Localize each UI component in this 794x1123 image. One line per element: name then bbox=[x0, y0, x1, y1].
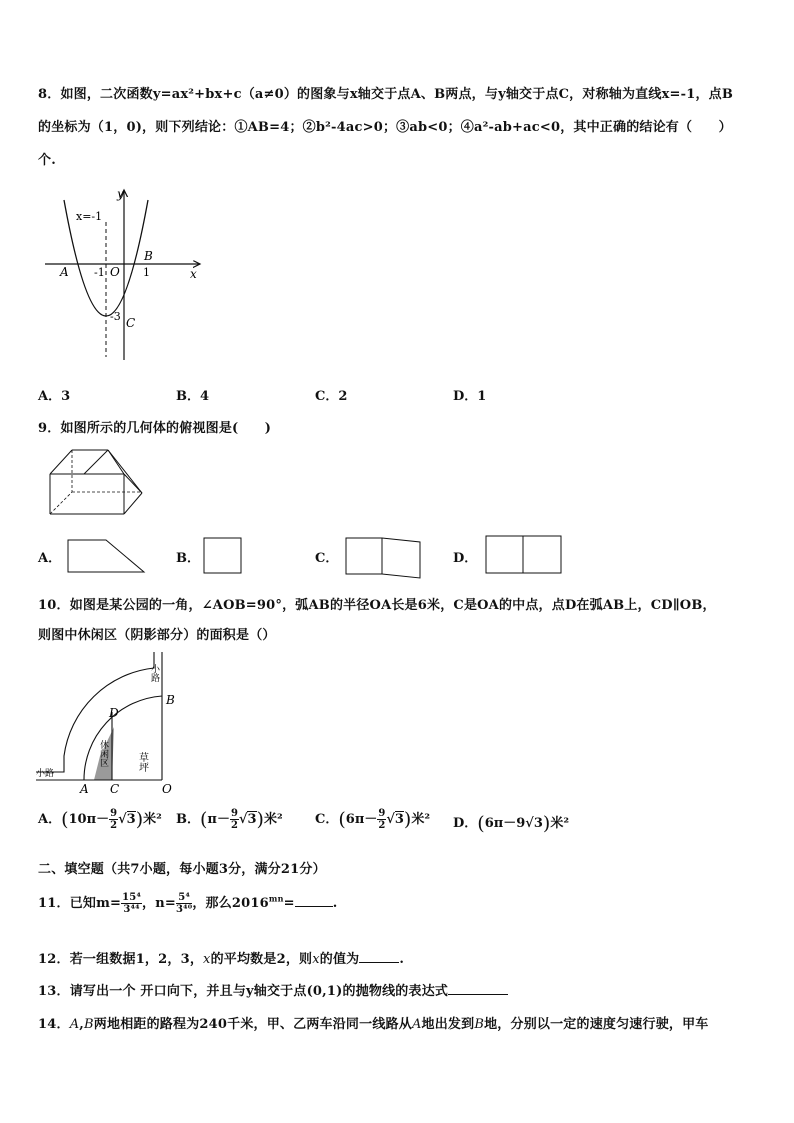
point-b-label: B bbox=[144, 249, 153, 263]
symmetry-axis-label: x=-1 bbox=[76, 210, 103, 223]
path-label-vertical: 小路 bbox=[149, 664, 159, 682]
q8-line2: 的坐标为（1，0)，则下列结论：①AB=4；②b²-4ac>0；③ab<0；④a²-ab+ac<0，其中正确的结论有（ ） bbox=[38, 120, 732, 135]
q8-option-a: A．3 bbox=[38, 389, 71, 404]
q10-option-c: C．(6π－ $\frac{9}{2}$ √3)米² bbox=[315, 808, 431, 831]
q9-option-d-figure bbox=[485, 535, 563, 575]
point-c-label: C bbox=[110, 782, 120, 795]
q9-option-c-label: C． bbox=[315, 551, 339, 566]
q13-answer-blank[interactable] bbox=[448, 994, 508, 995]
q10-line1: 10．如图是某公园的一角，∠AOB=90°，弧AB的半径OA长是6米，C是OA的中点，点D在弧AB上，CD∥OB， bbox=[38, 598, 716, 613]
q8-option-b: B．4 bbox=[176, 389, 210, 404]
q9-option-a-figure bbox=[66, 538, 146, 574]
point-d-label: D bbox=[109, 706, 119, 720]
path-label-horizontal: 小路 bbox=[36, 769, 55, 779]
q10-option-b: B．(π－ $\frac{9}{2}$ √3)米² bbox=[176, 808, 283, 831]
q8-option-c: C．2 bbox=[315, 389, 348, 404]
q14-line: 14．A,B两地相距的路程为240千米，甲、乙两车沿同一线路从A地出发到B地，分别以一定的速度匀速行驶，甲车 bbox=[38, 1017, 709, 1032]
q11-line: 11．已知m= $\frac{\text{15⁴}}{\text{3⁴⁴}}$ ，n= $\frac{\text{5⁴}}{\text{3⁴⁰}}$ ，那么$2016^{mn}=$ . bbox=[38, 892, 338, 915]
q9-line1: 9．如图所示的几何体的俯视图是( ) bbox=[38, 421, 272, 436]
x-axis-label: x bbox=[190, 267, 197, 281]
q9-option-b-figure bbox=[203, 537, 243, 575]
q8-line3: 个. bbox=[38, 153, 56, 168]
q13-line: 13．请写出一个 开口向下，并且与y轴交于点(0,1)的抛物线的表达式 bbox=[38, 980, 508, 999]
q8-option-d: D．1 bbox=[453, 389, 487, 404]
q12-line: 12．若一组数据1，2，3，x的平均数是2，则x的值为 . bbox=[38, 952, 405, 967]
q12-answer-blank[interactable] bbox=[359, 962, 399, 963]
q11-answer-blank[interactable] bbox=[295, 906, 333, 907]
rest-area-label: 休闲区 bbox=[98, 740, 108, 767]
point-a-label: A bbox=[80, 782, 89, 795]
q9-option-d-label: D． bbox=[453, 551, 478, 566]
q10-option-d: D．(6π－9√3)米² bbox=[453, 812, 570, 835]
q9-option-c-figure bbox=[344, 536, 422, 580]
q9-solid-figure bbox=[44, 446, 149, 518]
point-o-label: O bbox=[162, 782, 172, 795]
q10-park-figure bbox=[36, 652, 196, 795]
q8-parabola-graph bbox=[40, 182, 210, 367]
point-a-label: A bbox=[60, 265, 69, 279]
y-axis-label: y bbox=[117, 187, 124, 201]
point-b-label: B bbox=[166, 693, 175, 707]
q10-option-a: A．(10π－ $\frac{9}{2}$ √3)米² bbox=[38, 808, 162, 831]
q10-line2: 则图中休闲区（阴影部分）的面积是（） bbox=[38, 628, 276, 643]
q9-option-a-label: A． bbox=[38, 551, 62, 566]
point-c-label: C bbox=[126, 316, 136, 330]
tick-minus-1: -1 bbox=[94, 266, 105, 279]
origin-label: O bbox=[110, 265, 120, 279]
q8-line1: 8．如图，二次函数y=ax²+bx+c（a≠0）的图象与x轴交于点A、B两点，与y轴交于点C，对称轴为直线x=-1，点B bbox=[38, 87, 734, 102]
section-2-heading: 二、填空题（共7小题，每小题3分，满分21分） bbox=[38, 862, 326, 877]
grass-label: 草坪 bbox=[136, 752, 148, 772]
q9-option-b-label: B． bbox=[176, 551, 200, 566]
tick-1: 1 bbox=[143, 266, 150, 279]
tick-minus-3: -3 bbox=[110, 310, 121, 323]
